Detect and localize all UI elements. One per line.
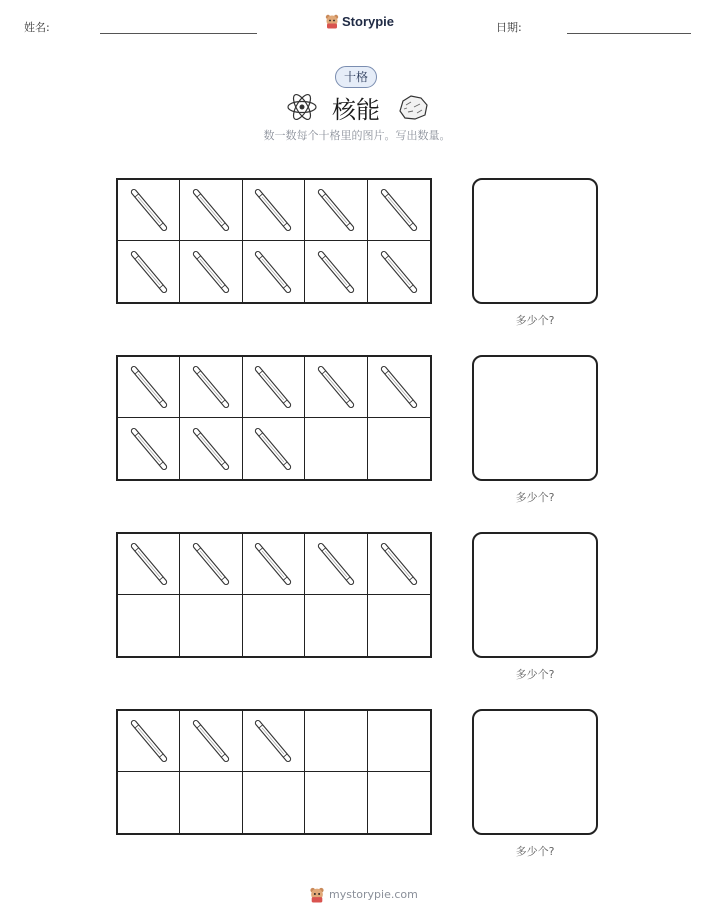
fuel-rod-icon — [253, 360, 293, 414]
ten-frame-cell — [180, 241, 242, 302]
fuel-rod-icon — [253, 422, 293, 476]
how-many-prompt: 多少个? — [515, 314, 555, 327]
date-line[interactable] — [567, 33, 691, 34]
ten-frame-cell — [305, 534, 367, 595]
name-line[interactable] — [100, 33, 257, 34]
answer-box[interactable] — [472, 709, 598, 835]
fuel-rod-icon — [191, 422, 231, 476]
ten-frame-cell — [180, 772, 242, 833]
ten-frame-cell — [368, 711, 430, 772]
fuel-rod-icon — [191, 183, 231, 237]
fuel-rod-icon — [253, 537, 293, 591]
ten-frame-cell — [118, 418, 180, 479]
topic-tag: 十格 — [335, 66, 377, 88]
fuel-rod-icon — [316, 537, 356, 591]
ten-frame-cell — [368, 534, 430, 595]
fuel-rod-icon — [191, 245, 231, 299]
ten-frame-cell — [118, 595, 180, 656]
footer-url[interactable]: mystorypie.com — [329, 888, 418, 901]
brand-logo — [325, 13, 394, 29]
ten-frame — [116, 178, 432, 304]
ten-frame-cell — [243, 241, 305, 302]
ten-frame-cell — [243, 180, 305, 241]
ten-frame-cell — [243, 534, 305, 595]
how-many-prompt: 多少个? — [515, 845, 555, 858]
ten-frame-cell — [118, 241, 180, 302]
date-label: 日期: — [496, 21, 522, 34]
ten-frame-cell — [243, 595, 305, 656]
ten-frame-cell — [180, 534, 242, 595]
fuel-rod-icon — [379, 245, 419, 299]
fuel-rod-icon — [191, 714, 231, 768]
ten-frame-cell — [305, 595, 367, 656]
ten-frame-cell — [368, 418, 430, 479]
answer-box[interactable] — [472, 532, 598, 658]
ten-frame-cell — [180, 180, 242, 241]
atom-icon — [286, 92, 318, 122]
uranium-rock-icon — [396, 93, 430, 121]
ten-frame-cell — [243, 711, 305, 772]
fuel-rod-icon — [253, 183, 293, 237]
worksheet-instructions: 数一数每个十格里的图片。写出数量。 — [263, 129, 451, 142]
ten-frame-cell — [368, 180, 430, 241]
ten-frame-cell — [180, 595, 242, 656]
fuel-rod-icon — [316, 360, 356, 414]
fuel-rod-icon — [129, 245, 169, 299]
ten-frame-cell — [243, 772, 305, 833]
answer-box[interactable] — [472, 355, 598, 481]
ten-frame-cell — [368, 595, 430, 656]
ten-frame-cell — [305, 180, 367, 241]
ten-frame-cell — [368, 241, 430, 302]
fuel-rod-icon — [129, 183, 169, 237]
ten-frame-cell — [305, 357, 367, 418]
fuel-rod-icon — [129, 537, 169, 591]
name-label: 姓名: — [24, 21, 50, 34]
ten-frame-cell — [118, 357, 180, 418]
footer — [309, 886, 418, 903]
ten-frame-cell — [180, 357, 242, 418]
ten-frame-cell — [243, 357, 305, 418]
ten-frame-cell — [305, 772, 367, 833]
fuel-rod-icon — [253, 245, 293, 299]
fuel-rod-icon — [191, 360, 231, 414]
fuel-rod-icon — [379, 360, 419, 414]
ten-frame-cell — [305, 241, 367, 302]
ten-frame — [116, 355, 432, 481]
fuel-rod-icon — [253, 714, 293, 768]
ten-frame-cell — [305, 711, 367, 772]
how-many-prompt: 多少个? — [515, 491, 555, 504]
ten-frame-cell — [180, 418, 242, 479]
ten-frame-cell — [118, 534, 180, 595]
fuel-rod-icon — [316, 183, 356, 237]
ten-frame-cell — [368, 772, 430, 833]
ten-frame-cell — [180, 711, 242, 772]
brand-name: Storypie — [342, 13, 395, 29]
fuel-rod-icon — [316, 245, 356, 299]
ten-frame-cell — [368, 357, 430, 418]
answer-box[interactable] — [472, 178, 598, 304]
ten-frame — [116, 709, 432, 835]
ten-frame-cell — [243, 418, 305, 479]
fuel-rod-icon — [191, 537, 231, 591]
ten-frame-cell — [118, 772, 180, 833]
ten-frame-cell — [118, 711, 180, 772]
ten-frame-cell — [305, 418, 367, 479]
bear-mascot-icon — [309, 886, 325, 903]
fuel-rod-icon — [129, 714, 169, 768]
fuel-rod-icon — [129, 360, 169, 414]
fuel-rod-icon — [379, 183, 419, 237]
ten-frame-cell — [118, 180, 180, 241]
how-many-prompt: 多少个? — [515, 668, 555, 681]
ten-frame — [116, 532, 432, 658]
bear-mascot-icon — [325, 13, 339, 29]
worksheet-title: 核能 — [332, 96, 380, 124]
fuel-rod-icon — [379, 537, 419, 591]
fuel-rod-icon — [129, 422, 169, 476]
